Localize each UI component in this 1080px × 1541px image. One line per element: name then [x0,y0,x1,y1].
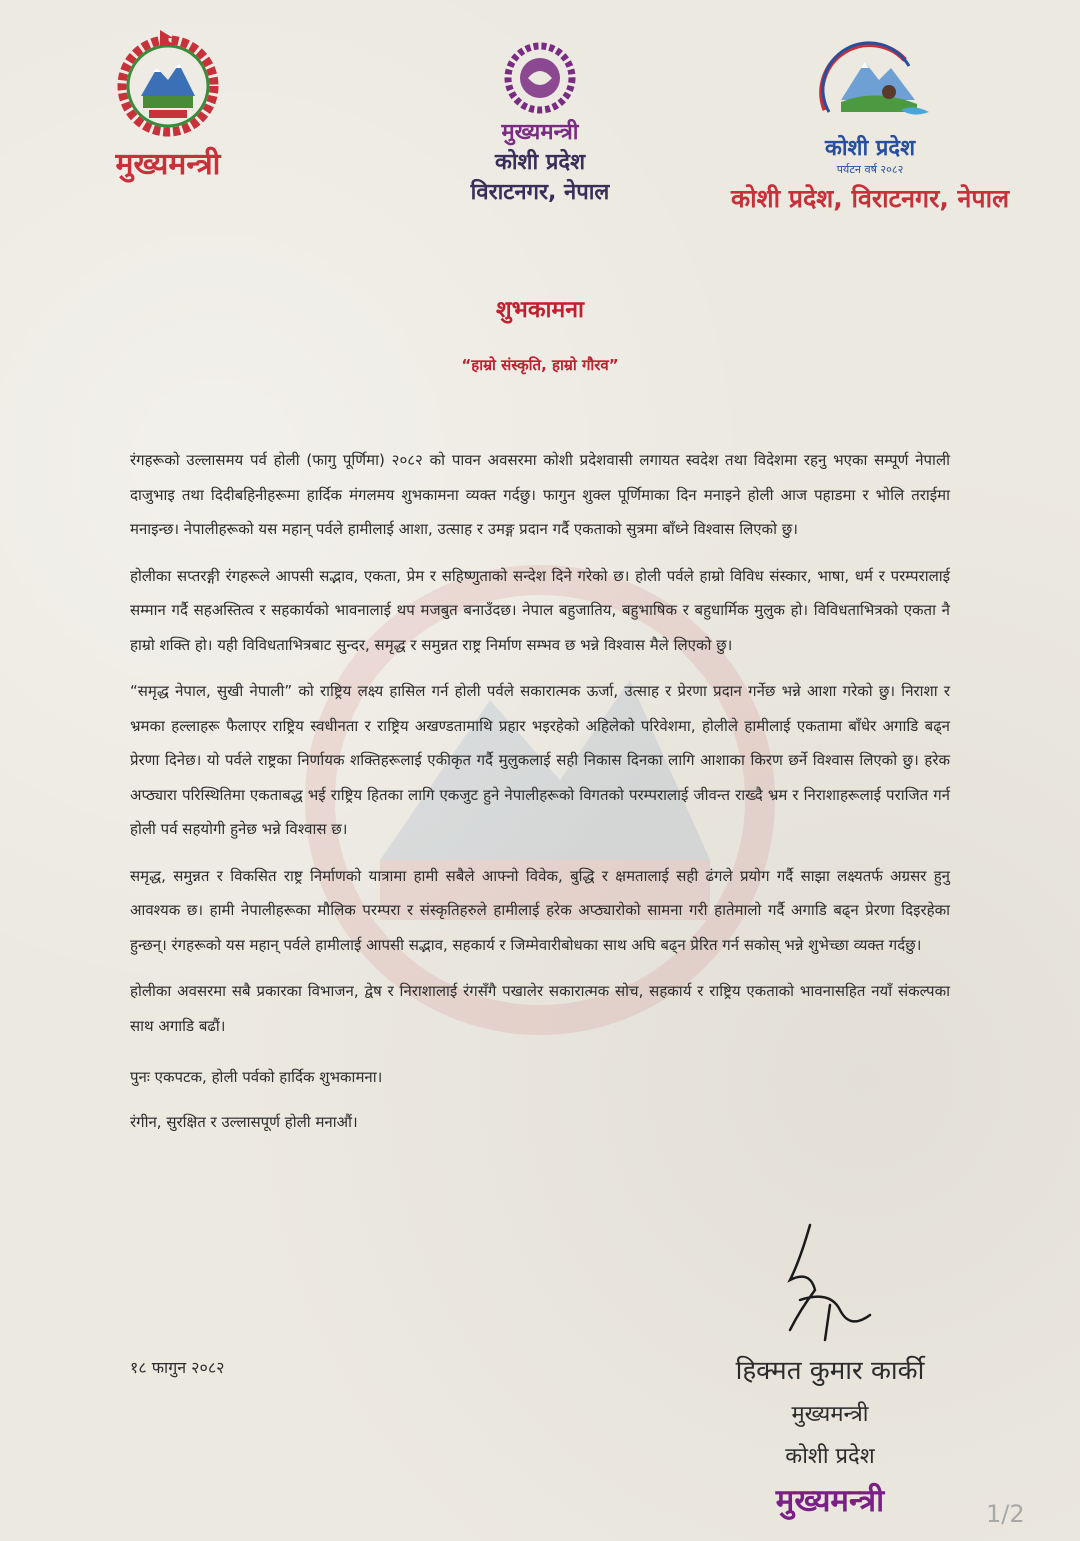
closing-line-2: रंगीन, सुरक्षित र उल्लासपूर्ण होली मनाऔं। [130,1113,358,1131]
center-title-line-1: मुख्यमन्त्री [501,120,579,145]
left-office-title: मुख्यमन्त्री [115,147,221,182]
header-right [700,40,1040,215]
letter-subheading: “हाम्रो संस्कृति, हाम्रो गौरव” [461,356,619,374]
signatory-province: कोशी प्रदेश [785,1444,875,1469]
center-title-line-2: कोशी प्रदेश [494,150,586,175]
body-paragraph-3: “समृद्ध नेपाल, सुखी नेपाली” को राष्ट्रिय लक्ष्य हासिल गर्न होली पर्वले सकारात्मक ऊर्जा, उत्साह र प्रेरणा प्रदान गर्नेछ भन्ने आशा गरेको छु। निराशा र भ्रमका हल्लाहरू फैलाएर राष्ट्रिय स्वधीनता र राष्ट्रिय अखण्डतामाथि प्रहार भइरहेको अहिलेको परिवेशमा, होलीले हामीलाई एकतामा बाँधेर अगाडि बढ्न प्रेरणा दिनेछ। यो पर्वले राष्ट्रका निर्णायक शक्तिहरूलाई एकीकृत गर्दै मुलुकलाई सही निकास दिनका लागि आशाका किरण छर्ने विश्वास लिएको छु। हरेक अप्ठ्यारा परिस्थितिमा एकताबद्ध भई राष्ट्रिय हितका लागि एकजुट हुने नेपालीहरूको विगतको परम्परालाई जीवन्त राख्दै भ्रम र निराशाहरूलाई पराजित गर्न होली पर्व सहयोगी हुनेछ भन्ने विश्वास छ। [130,682,950,838]
page-indicator: 1/2 [986,1500,1025,1528]
letter-heading: शुभकामना [496,297,584,323]
letter-body [130,443,950,1145]
body-paragraph-1: रंगहरूको उल्लासमय पर्व होली (फागु पूर्णिमा) २०८२ को पावन अवसरमा कोशी प्रदेशवासी लगायत स्वदेश तथा विदेशमा रहनु भएका सम्पूर्ण नेपाली दाजुभाइ तथा दिदीबहिनीहरूमा हार्दिक मंगलमय शुभकामना व्यक्त गर्दछु। फागुन शुक्ल पूर्णिमाका दिन मनाइने होली आज पहाडमा र भोलि तराईमा मनाइन्छ। नेपालीहरूको यस महान् पर्वले हामीलाई आशा, उत्साह र उमङ्ग प्रदान गर्दै एकताको सुत्रमा बाँध्ने विश्वास लिएको छु। [130,451,950,538]
header-left [98,28,238,183]
signatory-name: हिक्मत कुमार कार्की [735,1356,925,1386]
koshi-logo-subtitle: पर्यटन वर्ष २०८२ [836,163,904,176]
signatory-block [690,1348,970,1524]
handwritten-signature [770,1220,890,1350]
official-stamp: मुख्यमन्त्री [775,1483,885,1519]
koshi-logo-word: कोशी प्रदेश [824,136,916,161]
right-address: कोशी प्रदेश, विराटनगर, नेपाल [730,184,1010,213]
center-title-line-3: विराटनगर, नेपाल [470,180,610,205]
body-paragraph-5: होलीका अवसरमा सबै प्रकारका विभाजन, द्वेष र निराशालाई रंगसँगै पखालेर सकारात्मक सोच, सहकार्य र राष्ट्रिय एकताको भावनासहित नयाँ संकल्पका साथ अगाडि बढौं। [130,982,950,1035]
signatory-title: मुख्यमन्त्री [791,1402,869,1427]
body-paragraph-4: समृद्ध, समुन्नत र विकसित राष्ट्र निर्माणको यात्रामा हामी सबैले आफ्नो विवेक, बुद्धि र क्षमतालाई सही ढंगले प्रयोग गर्दै साझा लक्ष्यतर्फ अग्रसर हुनु आवश्यक छ। हामी नेपालीहरूका मौलिक परम्परा र संस्कृतिहरुले हामीलाई हरेक अप्ठ्यारोको सामना गरी हातेमालो गर्दै अगाडि बढ्न प्रेरणा दिइरहेका हुन्छन्। रंगहरूको यस महान् पर्वले हामीलाई आपसी सद्भाव, सहकार्य र जिम्मेवारीबोधका साथ अघि बढ्न प्रेरित गर्न सकोस् भन्ने शुभेच्छा व्यक्त गर्दछु। [130,866,950,954]
letter-date: १८ फागुन २०८२ [130,1358,225,1377]
chief-minister-seal-icon [498,40,582,118]
closing-line-1: पुनः एकपटक, होली पर्वको हार्दिक शुभकामना। [130,1068,383,1086]
nepal-emblem-icon [113,28,223,138]
koshi-tourism-logo-icon [805,40,935,132]
body-paragraph-2: होलीका सप्तरङ्गी रंगहरूले आपसी सद्भाव, एकता, प्रेम र सहिष्णुताको सन्देश दिने गरेको छ। होली पर्वले हाम्रो विविध संस्कार, भाषा, धर्म र परम्परालाई सम्मान गर्दै सहअस्तित्व र सहकार्यको भावनालाई थप मजबुत बनाउँदछ। नेपाल बहुजातिय, बहुभाषिक र बहुधार्मिक मुलुक हो। विविधताभित्रको एकता नै हाम्रो शक्ति हो। यही विविधताभित्रबाट सुन्दर, समृद्ध र समुन्नत राष्ट्र निर्माण सम्भव छ भन्ने विश्वास मैले लिएको छु। [130,566,950,654]
header-center [440,40,640,208]
